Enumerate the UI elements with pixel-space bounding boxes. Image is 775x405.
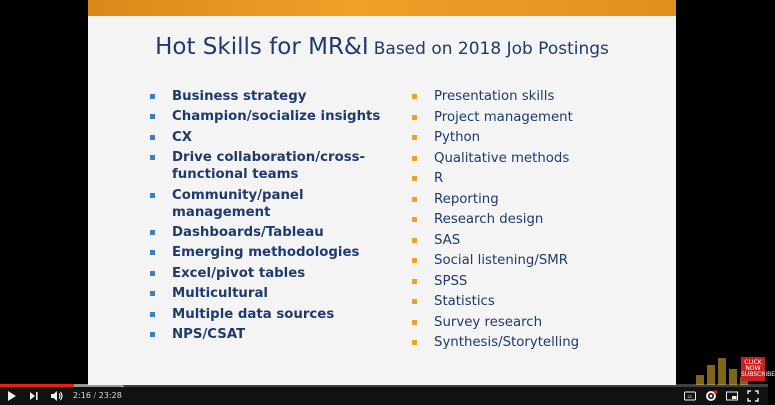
bullet-square-icon <box>150 155 155 160</box>
play-icon <box>7 390 17 402</box>
skill-label: Synthesis/Storytelling <box>434 335 580 350</box>
skill-label: Excel/pivot tables <box>172 265 306 281</box>
skill-item <box>410 293 660 310</box>
skill-item <box>148 187 388 221</box>
bullet-square-icon <box>150 332 155 337</box>
skill-item <box>410 150 660 167</box>
skill-item <box>410 273 660 290</box>
fullscreen-button[interactable] <box>747 390 759 402</box>
bullet-square-icon <box>412 320 417 325</box>
skill-label: Multicultural <box>172 286 268 302</box>
skill-label: Presentation skills <box>434 89 555 104</box>
skill-label: SPSS <box>434 273 468 289</box>
next-button[interactable] <box>29 390 39 402</box>
bullet-square-icon <box>150 114 155 119</box>
time-display: 2:16 / 23:28 <box>73 391 122 400</box>
skill-item <box>148 129 388 146</box>
bullet-square-icon <box>412 156 417 161</box>
slide-title <box>88 34 676 60</box>
skill-label: Reporting <box>434 191 499 207</box>
miniplayer-button[interactable] <box>726 390 738 402</box>
skills-list-right <box>410 88 660 355</box>
bullet-square-icon <box>150 135 155 140</box>
bullet-square-icon <box>150 193 155 198</box>
skill-label: R <box>434 171 444 186</box>
subtitles-icon <box>684 390 696 402</box>
skill-label: Community/panel management <box>172 187 304 220</box>
skill-item <box>410 109 660 126</box>
play-button[interactable] <box>7 390 17 402</box>
video-frame-slide <box>88 0 676 385</box>
skill-label: Project management <box>434 109 573 125</box>
skill-label: Multiple data sources <box>172 306 335 322</box>
skill-item <box>148 285 388 302</box>
bullet-square-icon <box>412 94 417 99</box>
skill-label: Research design <box>434 212 544 227</box>
bullet-square-icon <box>412 258 417 263</box>
skill-label: Qualitative methods <box>434 150 570 166</box>
skill-item <box>410 211 660 228</box>
bullet-square-icon <box>412 176 417 181</box>
bullet-square-icon <box>412 340 417 345</box>
skill-label: Statistics <box>434 294 495 309</box>
volume-button[interactable] <box>50 390 64 402</box>
bullet-square-icon <box>412 115 417 120</box>
skill-label: NPS/CSAT <box>172 326 246 342</box>
bullet-square-icon <box>412 299 417 304</box>
slide-title-sub: Based on 2018 Job Postings <box>373 39 609 59</box>
settings-button[interactable] <box>705 390 717 402</box>
bullet-square-icon <box>150 230 155 235</box>
bullet-square-icon <box>412 197 417 202</box>
skill-item <box>148 326 388 343</box>
fullscreen-icon <box>747 390 759 402</box>
skill-item <box>410 334 660 351</box>
skill-label: Drive collaboration/cross-functional teams <box>172 150 366 183</box>
skill-item <box>148 306 388 323</box>
subtitles-button[interactable] <box>684 390 696 402</box>
bullet-square-icon <box>150 312 155 317</box>
slide-title-main: Hot Skills for MR&I <box>155 34 369 60</box>
bullet-square-icon <box>150 271 155 276</box>
skill-item <box>410 88 660 105</box>
skill-item <box>148 108 388 125</box>
skill-item <box>148 265 388 282</box>
skill-label: Social listening/SMR <box>434 253 568 268</box>
skill-label: Dashboards/Tableau <box>172 224 324 240</box>
bullet-square-icon <box>412 279 417 284</box>
settings-icon <box>705 390 717 402</box>
next-icon <box>29 390 39 402</box>
svg-text:cc: cc <box>687 395 693 401</box>
skill-label: Survey research <box>434 314 543 330</box>
bullet-square-icon <box>150 291 155 296</box>
skill-item <box>410 129 660 146</box>
skill-label: CX <box>172 129 193 145</box>
subscribe-watermark[interactable]: CLICK NOW SUBSCRIBE <box>741 357 765 381</box>
slide-header-band <box>88 0 676 16</box>
skill-label: Business strategy <box>172 89 307 104</box>
bullet-square-icon <box>412 238 417 243</box>
skill-item <box>410 252 660 269</box>
player-controls <box>0 387 768 405</box>
skill-label: Python <box>434 130 481 145</box>
skill-item <box>148 149 388 183</box>
skill-item <box>410 314 660 331</box>
skill-label: Emerging methodologies <box>172 245 360 261</box>
skill-item <box>410 170 660 187</box>
skill-label: SAS <box>434 232 461 248</box>
skill-label: Champion/socialize insights <box>172 109 381 125</box>
skills-list-left <box>148 88 388 346</box>
volume-icon <box>50 390 64 402</box>
bullet-square-icon <box>150 250 155 255</box>
skill-item <box>148 88 388 105</box>
bullet-square-icon <box>412 135 417 140</box>
duration: 23:28 <box>98 391 122 400</box>
skill-item <box>148 244 388 261</box>
bullet-square-icon <box>412 217 417 222</box>
skill-item <box>148 224 388 241</box>
miniplayer-icon <box>726 390 738 402</box>
bullet-square-icon <box>150 94 155 99</box>
skill-item <box>410 191 660 208</box>
current-time: 2:16 <box>73 391 91 400</box>
skill-item <box>410 232 660 249</box>
